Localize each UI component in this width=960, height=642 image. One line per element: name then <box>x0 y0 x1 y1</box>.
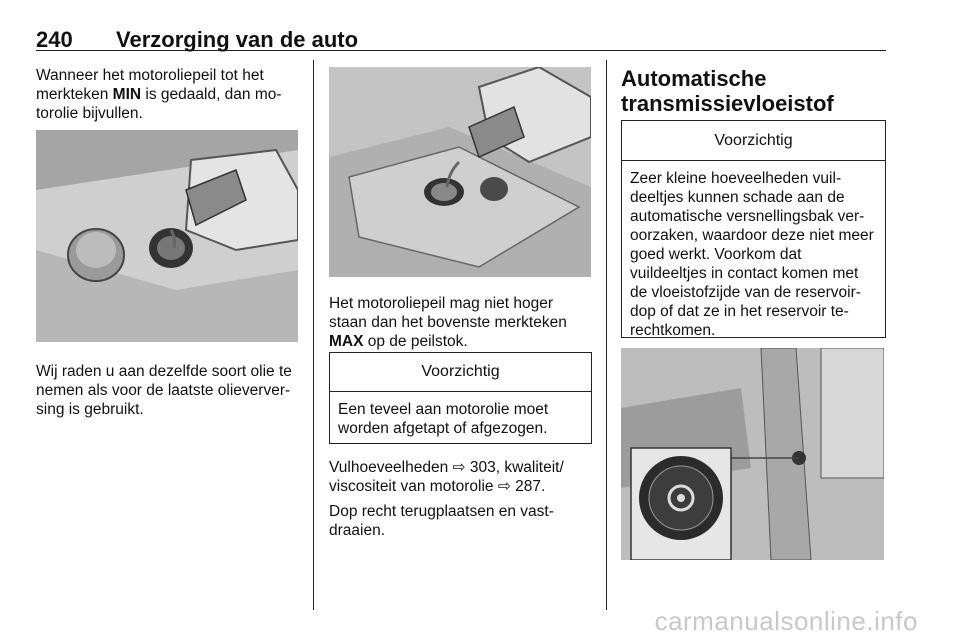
page-ref-link[interactable]: 303 <box>469 459 496 476</box>
caution-box-transmission <box>621 120 886 338</box>
paragraph-capacities: Vulhoeveelheden ⇨ 303, kwaliteit/ viscositeit van motorolie ⇨ 287. <box>329 459 564 495</box>
max-label: MAX <box>329 333 364 350</box>
paragraph-max-level: Het motoroliepeil mag niet hoger staan dan het bovenste merkteken MAX op de peilstok. <box>329 295 567 350</box>
oil-cap-photo <box>329 67 591 277</box>
transmission-heading: Automatische transmissievloeistof <box>621 66 834 116</box>
caution-text: Een teveel aan motorolie moet worden afgetapt of afgezogen. <box>338 401 549 437</box>
column-2-text-bottom <box>329 458 591 546</box>
section-title: Verzorging van de auto <box>116 27 359 52</box>
column-1-intro <box>36 66 298 129</box>
page-ref-link[interactable]: 287 <box>515 478 542 495</box>
caution-text: Zeer kleine hoeveelheden vuil-deeltjes kunnen schade aan de automatische versnellingsbak ver-oorzaken, waardoor deze niet meer goed werkt. Voorkom dat vuildeeltjes in contact komen met de vloeistofzijde van de reservoir-dop of dat ze in het reservoir te-rechtkomen. <box>630 170 874 339</box>
caution-title: Voorzichtig <box>330 353 591 392</box>
column-1-advice <box>36 362 298 425</box>
watermark: carmanualsonline.info <box>654 606 918 636</box>
column-divider-2 <box>606 60 607 610</box>
caution-title: Voorzichtig <box>622 121 885 161</box>
paragraph-oil-type: Wij raden u aan dezelfde soort olie te nemen als voor de laatste olieverver-sing is gebruikt. <box>36 363 292 418</box>
page-ref-icon: ⇨ <box>497 478 511 495</box>
min-label: MIN <box>112 86 142 103</box>
paragraph-min-level: Wanneer het motoroliepeil tot het merkteken MIN is gedaald, dan mo-torolie bijvullen. <box>36 67 282 122</box>
paragraph-refit-cap: Dop recht terugplaatsen en vast-draaien. <box>329 503 554 539</box>
column-2-text-top <box>329 294 591 357</box>
page-ref-icon: ⇨ <box>452 459 466 476</box>
page-header <box>36 18 886 51</box>
transmission-reservoir-photo <box>621 348 884 560</box>
caution-box-oil <box>329 352 592 444</box>
page-number: 240 <box>36 27 73 52</box>
column-divider-1 <box>313 60 314 610</box>
oil-fill-photo <box>36 130 298 342</box>
